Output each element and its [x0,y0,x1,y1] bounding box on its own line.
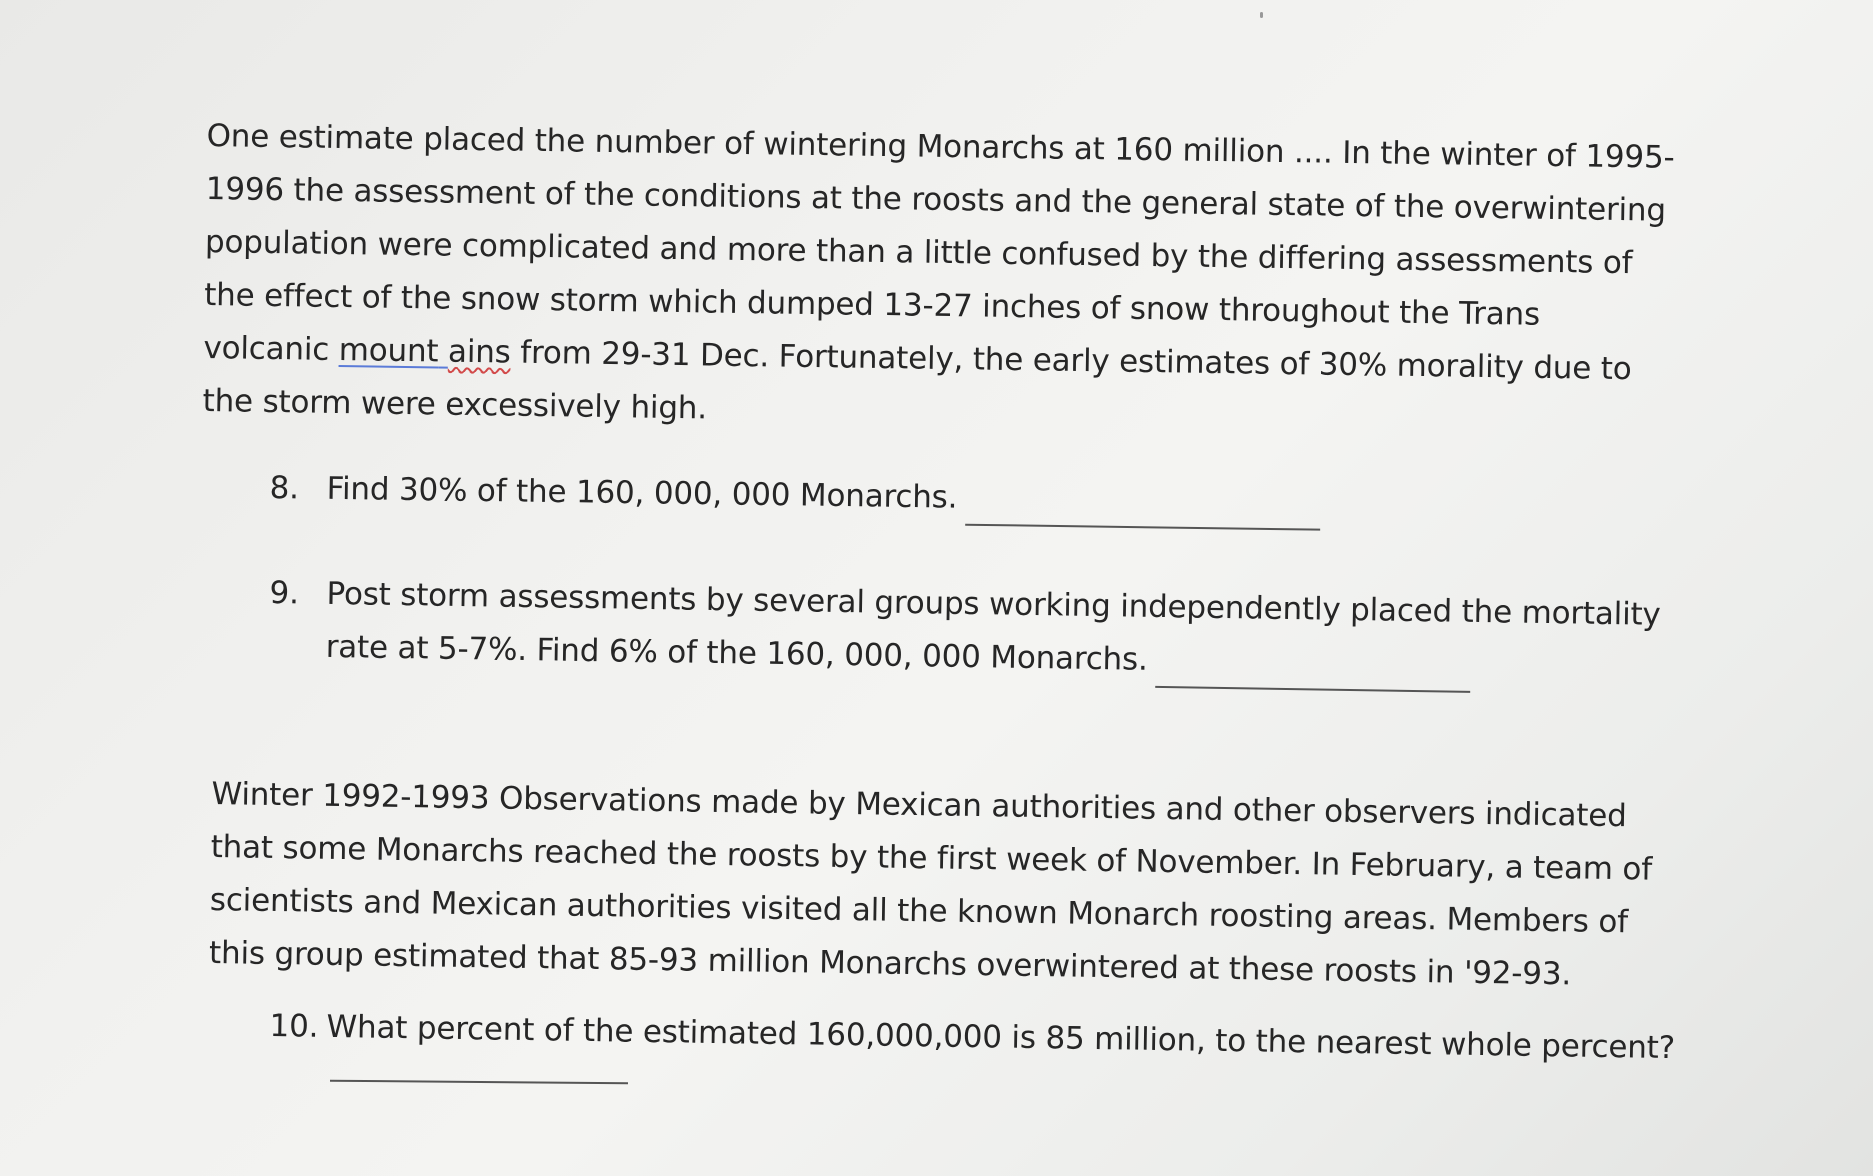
question-text: Find 30% of the 160, 000, 000 Monarchs. [326,470,958,516]
question-8 [269,462,1320,530]
question-text: Post storm assessments by several groups working independently placed the mortality [326,575,1661,633]
paragraph-line: the effect of the snow storm which dumped 13-27 inches of snow throughout the Trans [203,276,1541,333]
paragraph-line: scientists and Mexican authorities visited all the known Monarch roosting areas. Members of [209,881,1629,941]
paragraph-line: Winter 1992-1993 Observations made by Mexican authorities and other observers indicated [211,775,1627,835]
paragraph-line: this group estimated that 85-93 million Monarchs overwintered at these roosts in '92-93. [208,934,1572,993]
question-number: 9. [269,574,300,612]
intro-paragraph [202,110,1757,451]
flagged-space [438,333,448,369]
misspelled-word-ains[interactable]: ains [447,333,511,371]
question-number: 8. [269,469,300,507]
question-text: What percent of the estimated 160,000,000 is 85 million, to the nearest whole percent? [326,1008,1676,1067]
flagged-word-mount[interactable]: mount [338,331,439,370]
paragraph-line: the storm were excessively high. [202,382,708,427]
answer-blank-9[interactable] [1155,686,1470,693]
question-10 [269,1000,1675,1075]
line-text: from 29-31 Dec. Fortunately, the early estimates of 30% morality due to [510,334,1632,388]
question-9 [268,567,1661,695]
paragraph-line: One estimate placed the number of wintering Monarchs at 160 million .... In the winter of 1995- [206,117,1675,176]
paragraph-line: 1996 the assessment of the conditions at the roosts and the general state of the overwintering [205,170,1667,229]
question-number: 10. [269,1007,319,1045]
answer-blank-10[interactable] [330,1080,628,1085]
question-text-continued [268,620,1660,695]
winter-1992-paragraph [209,768,1732,1004]
paragraph-line: that some Monarchs reached the roosts by the first week of November. In February, a team of [210,828,1653,888]
line-text: volcanic [203,329,340,368]
answer-blank-8[interactable] [965,524,1320,531]
question-text: rate at 5-7%. Find 6% of the 160, 000, 000 Monarchs. [325,628,1148,678]
paragraph-line: population were complicated and more than a little confused by the differing assessments of [204,223,1633,282]
dust-speck [1260,12,1263,18]
